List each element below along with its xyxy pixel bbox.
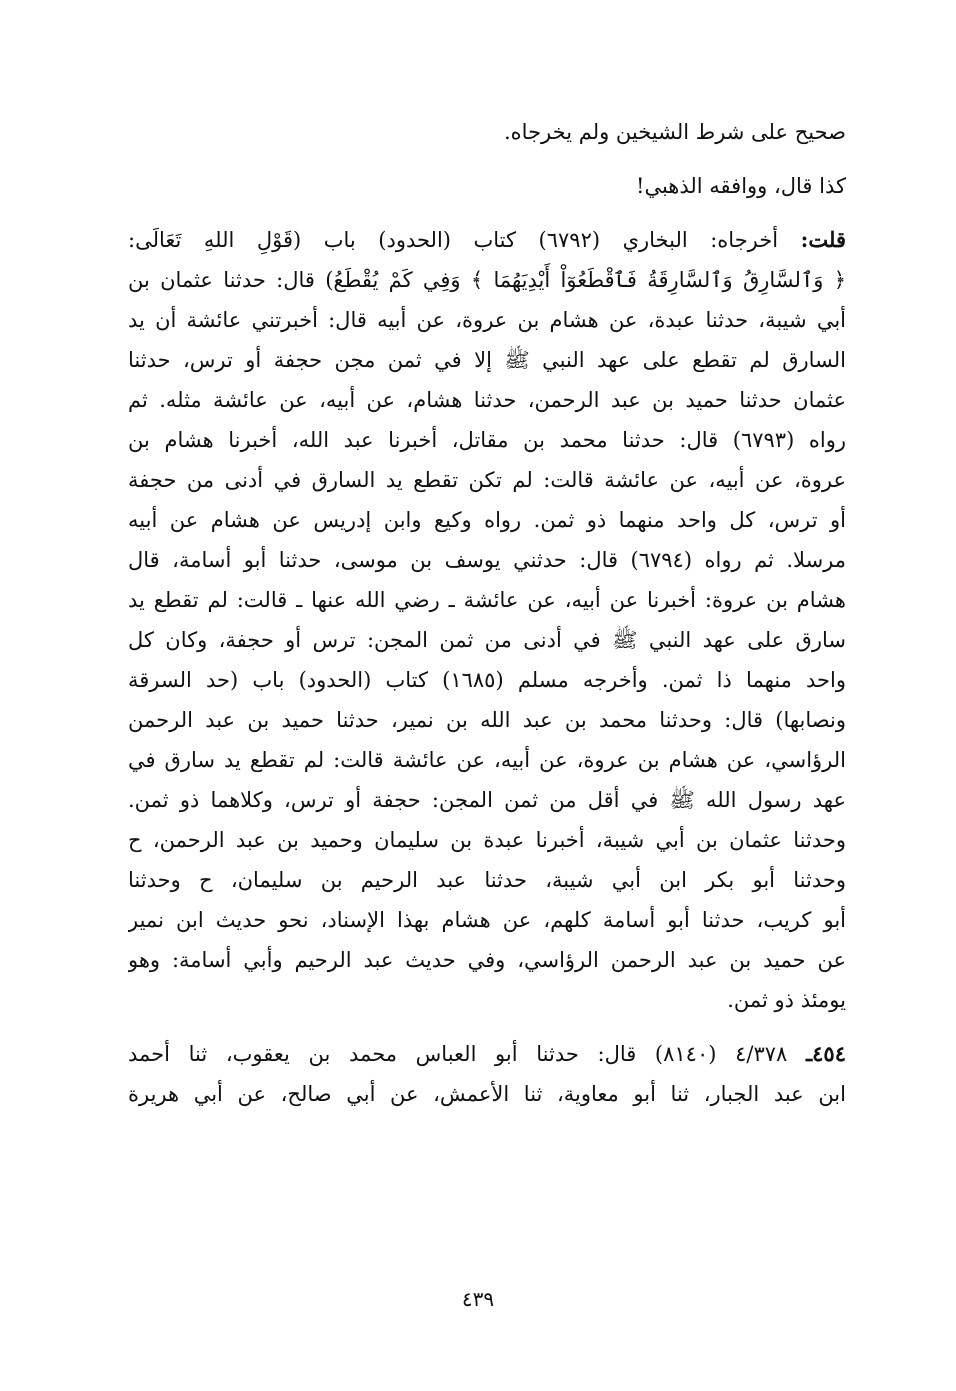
text-line: ونصابها) قال: وحدثنا محمد بن عبد الله بن نمير، حدثنا حميد بن عبد الرحمن — [128, 708, 846, 732]
qultu-label: قلت: — [800, 227, 846, 252]
text-line: مرسلا. ثم رواه (٦٧٩٤) قال: حدثني يوسف بن موسى، حدثنا أبو أسامة، قال — [128, 548, 846, 572]
text-line: أبي شيبة، حدثنا عبدة، عن هشام بن عروة، عن أبيه قال: أخبرتني عائشة أن يد — [128, 308, 846, 332]
text-line: أبو كريب، حدثنا أبو أسامة كلهم، عن هشام بهذا الإسناد، نحو حديث ابن نمير — [128, 908, 846, 932]
text-line: عثمان حدثنا حميد بن عبد الرحمن، حدثنا هشام، عن أبيه، عن عائشة مثله. ثم — [128, 388, 846, 412]
text-line: يومئذ ذو ثمن. — [727, 988, 846, 1012]
page-number: ٤٣٩ — [461, 1287, 495, 1311]
hadith-number: ٤٥٤ـ — [805, 1041, 846, 1066]
text-line-content: أخرجاه: البخاري (٦٧٩٢) كتاب (الحدود) باب (قَوْلِ اللهِ تَعَالَى: — [128, 228, 801, 252]
text-line: الرؤاسي، عن هشام بن عروة، عن أبيه، عن عائشة قالت: لم تقطع يد سارق في — [128, 748, 846, 772]
text-line: ابن عبد الجبار، ثنا أبو معاوية، ثنا الأعمش، عن أبي صالح، عن أبي هريرة — [128, 1082, 846, 1106]
paragraph-hadith-454 — [128, 1034, 846, 1114]
text-line: كذا قال، ووافقه الذهبي! — [636, 174, 846, 198]
text-line: عهد رسول الله ﷺ في أقل من ثمن المجن: حجفة أو ترس، وكلاهما ذو ثمن. — [128, 788, 846, 812]
text-line — [128, 1034, 846, 1074]
document-body — [128, 112, 846, 1128]
text-line: وحدثنا أبو بكر ابن أبي شيبة، حدثنا عبد الرحيم بن سليمان، ح وحدثنا — [128, 868, 846, 892]
text-line: عن حميد بن عبد الرحمن الرؤاسي، وفي حديث عبد الرحيم وأبي أسامة: وهو — [128, 948, 846, 972]
text-line: واحد منهما ذا ثمن. وأخرجه مسلم (١٦٨٥) كتاب (الحدود) باب (حد السرقة — [128, 668, 846, 692]
text-line: أو ترس، كل واحد منهما ذو ثمن. رواه وكيع وابن إدريس عن هشام عن أبيه — [128, 508, 846, 532]
paragraph-comment — [128, 166, 846, 206]
paragraph-takhrij — [128, 220, 846, 1020]
text-line: وحدثنا عثمان بن أبي شيبة، أخبرنا عبدة بن سليمان وحميد بن عبد الرحمن، ح — [128, 828, 846, 852]
text-line: هشام بن عروة: أخبرنا عن أبيه، عن عائشة ـ رضي الله عنها ـ قالت: لم تقطع يد — [128, 588, 846, 612]
text-line: صحيح على شرط الشيخين ولم يخرجاه. — [504, 120, 846, 144]
text-line — [128, 220, 846, 260]
paragraph-ruling — [128, 112, 846, 152]
text-line: رواه (٦٧٩٣) قال: حدثنا محمد بن مقاتل، أخبرنا عبد الله، أخبرنا هشام بن — [128, 428, 846, 452]
text-line: عروة، عن أبيه، عن عائشة قالت: لم تكن تقطع يد السارق في أدنى من حجفة — [128, 468, 846, 492]
text-line: ﴿ وَٱلسَّارِقُ وَٱلسَّارِقَةُ فَٱقْطَعُوٓاْ أَيْدِيَهُمَا ﴾ وَفِي كَمْ يُقْطَعُ) قال: حدثنا عثمان بن — [128, 268, 846, 292]
text-line: السارق لم تقطع على عهد النبي ﷺ إلا في ثمن مجن حجفة أو ترس، حدثنا — [128, 348, 846, 372]
text-line-content: ٤/٣٧٨ (٨١٤٠) قال: حدثنا أبو العباس محمد بن يعقوب، ثنا أحمد — [128, 1042, 806, 1066]
text-line: سارق على عهد النبي ﷺ في أدنى من ثمن المجن: ترس أو حجفة، وكان كل — [128, 628, 846, 652]
